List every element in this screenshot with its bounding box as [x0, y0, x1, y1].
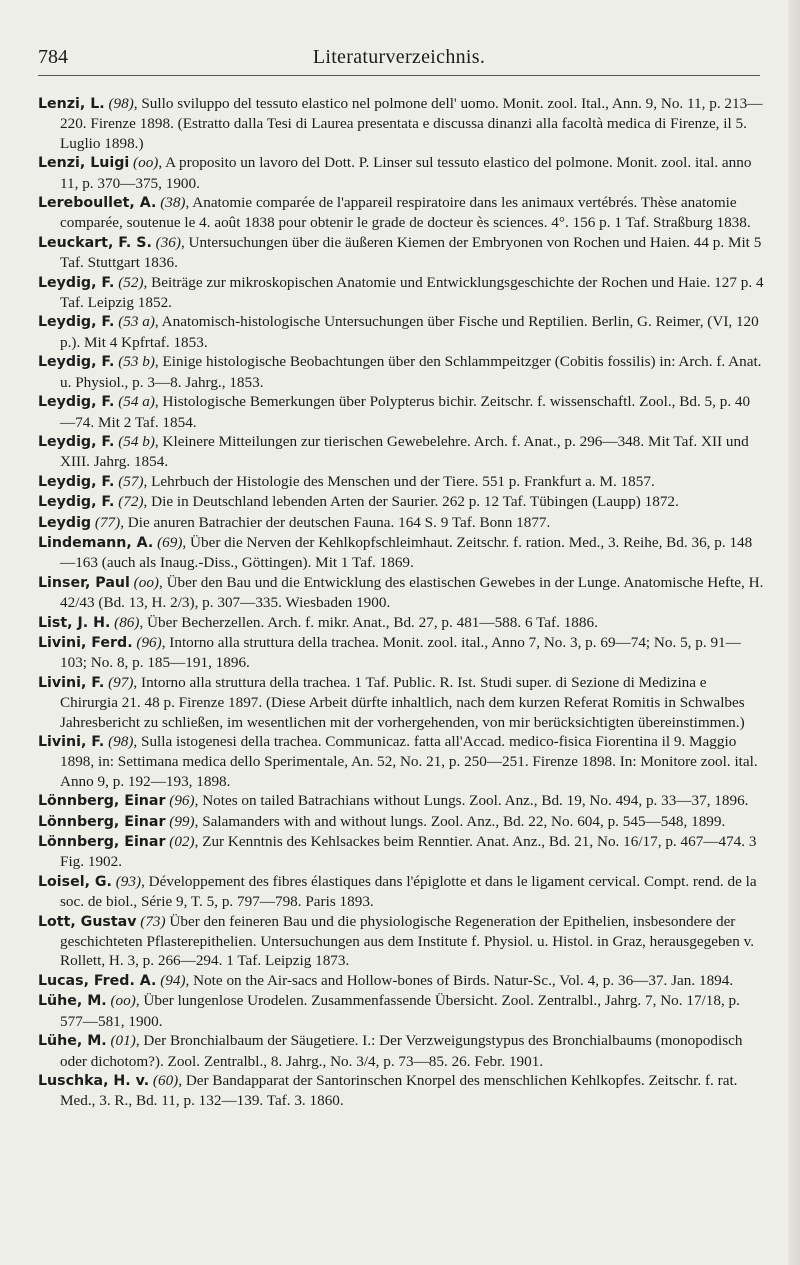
entry-author: Lindemann, A. — [38, 534, 154, 551]
bibliography-entry — [38, 1031, 764, 1071]
entry-author: Leydig, F. — [38, 394, 115, 411]
bibliography-entry — [38, 812, 764, 832]
bibliography-entry — [38, 673, 764, 732]
bibliography-entry — [38, 312, 764, 352]
entry-year: (54 b) — [118, 432, 155, 450]
entry-author: Lühe, M. — [38, 1033, 107, 1050]
bibliography-entry — [38, 971, 764, 991]
entry-author: Lott, Gustav — [38, 913, 137, 930]
bibliography-entry — [38, 732, 764, 791]
entry-author: Livini, F. — [38, 734, 105, 750]
bibliography-entry — [38, 791, 764, 811]
bibliography-entry — [38, 613, 764, 633]
bibliography-entry — [38, 573, 764, 613]
page-edge — [788, 0, 800, 1265]
bibliography-entry — [38, 153, 764, 193]
page-number: 784 — [38, 46, 68, 68]
entry-author: Lenzi, L. — [38, 96, 105, 112]
entry-author: Livini, F. — [38, 674, 105, 691]
entry-year: (36) — [155, 233, 181, 251]
entry-author: Lucas, Fred. A. — [38, 972, 157, 989]
entry-text: , Die in Deutschland lebenden Arten der Saurier. 262 p. 12 Taf. Tübingen (Laupp) 1872. — [143, 493, 679, 511]
entry-text: , Intorno alla struttura della trachea. 1 Taf. Public. R. Ist. Studi super. di Sezione di Medizina e Chirurgia 21. 48 p. Firenze 1897. (Diese Arbeit dürfte inhaltlich, nach dem kurzen Referat Romitis in Schwalbes Jahresbericht zu schließen, im wesentlichen mit der vorhergehenden, von mir berücksichtigten übereinstimmen.) — [60, 673, 745, 731]
entry-text: , Sullo sviluppo del tessuto elastico nel polmone dell' uomo. Monit. zool. Ital., Ann. 9, No. 11, p. 213—220. Firenze 1898. (Estratto dalla Tesi di Laurea presentata e discussa dinanzi alla facoltà medica di Firenze, il 5. Luglio 1898.) — [60, 95, 763, 152]
entry-year: (oo) — [110, 992, 136, 1010]
entry-author: Lenzi, Luigi — [38, 155, 130, 172]
entry-text: , Salamanders with and without lungs. Zool. Anz., Bd. 22, No. 604, p. 545—548, 1899. — [194, 812, 726, 830]
entry-year: (01) — [110, 1032, 136, 1050]
bibliography-entry — [38, 533, 764, 573]
bibliography-list — [38, 94, 764, 1111]
entry-author: Lühe, M. — [38, 993, 107, 1010]
bibliography-entry — [38, 392, 764, 432]
entry-text: , Die anuren Batrachier der deutschen Fauna. 164 S. 9 Taf. Bonn 1877. — [120, 513, 551, 531]
entry-text: , Note on the Air-sacs and Hollow-bones of Birds. Natur-Sc., Vol. 4, p. 36—37. Jan. 1894. — [185, 971, 734, 989]
entry-year: (96) — [169, 792, 195, 810]
entry-author: Leydig, F. — [38, 274, 115, 291]
entry-author: Lönnberg, Einar — [38, 793, 166, 810]
entry-year: (oo) — [133, 573, 159, 591]
entry-year: (94) — [160, 971, 186, 989]
entry-year: (99) — [169, 812, 195, 830]
entry-author: Lönnberg, Einar — [38, 834, 166, 851]
entry-author: Leydig, F. — [38, 314, 115, 331]
entry-year: (53 b) — [118, 353, 155, 371]
bibliography-entry — [38, 872, 764, 912]
entry-text: , Der Bandapparat der Santorinschen Knorpel des menschlichen Kehlkopfes. Zeitschr. f. rat. Med., 3. R., Bd. 11, p. 132—139. Taf. 3. 1860. — [60, 1071, 738, 1110]
entry-year: (98) — [108, 733, 134, 750]
entry-text: , Beiträge zur mikroskopischen Anatomie und Entwicklungsgeschichte der Rochen und Haie. 127 p. 4 Taf. Leipzig 1852. — [60, 273, 764, 312]
entry-author: Leydig — [38, 514, 92, 531]
entry-year: (54 a) — [118, 393, 155, 411]
bibliography-entry — [38, 832, 764, 872]
entry-author: Leydig, F. — [38, 494, 115, 511]
entry-year: (38) — [160, 194, 186, 212]
entry-author: Leydig, F. — [38, 433, 115, 450]
bibliography-entry — [38, 352, 764, 392]
entry-text: , Anatomisch-histologische Untersuchungen über Fische und Reptilien. Berlin, G. Reimer, (VI, 120 p.). Mit 4 Kpfrtaf. 1853. — [60, 313, 759, 351]
entry-author: Lereboullet, A. — [38, 195, 157, 212]
bibliography-entry — [38, 472, 764, 492]
entry-year: (57) — [118, 472, 144, 490]
entry-author: List, J. H. — [38, 614, 111, 631]
page-header — [38, 46, 760, 76]
bibliography-entry — [38, 991, 764, 1031]
entry-year: (69) — [157, 533, 183, 551]
entry-year: (93) — [115, 872, 142, 890]
entry-text: , Über den Bau und die Entwicklung des elastischen Gewebes in der Lunge. Anatomische Hefte, H. 42/43 (Bd. 13, H. 2/3), p. 307—335. Wiesbaden 1900. — [60, 573, 764, 612]
entry-text: , Untersuchungen über die äußeren Kiemen der Embryonen von Rochen und Haien. 44 p. Mit 5 Taf. Stuttgart 1836. — [60, 233, 762, 272]
entry-year: (73) — [140, 912, 166, 930]
entry-text: , Lehrbuch der Histologie des Menschen und der Tiere. 551 p. Frankfurt a. M. 1857. — [143, 472, 655, 490]
entry-year: (97) — [108, 673, 134, 691]
bibliography-entry — [38, 633, 764, 673]
entry-author: Livini, Ferd. — [38, 634, 133, 651]
entry-year: (72) — [118, 493, 144, 511]
entry-year: (86) — [114, 613, 140, 631]
entry-text: , Über Becherzellen. Arch. f. mikr. Anat., Bd. 27, p. 481—588. 6 Taf. 1886. — [139, 613, 598, 631]
bibliography-entry — [38, 233, 764, 273]
bibliography-entry — [38, 513, 764, 533]
entry-year: (60) — [152, 1071, 179, 1089]
entry-year: (98) — [108, 95, 134, 112]
entry-author: Loisel, G. — [38, 873, 112, 890]
entry-author: Leydig, F. — [38, 473, 115, 490]
entry-author: Luschka, H. v. — [38, 1072, 150, 1089]
entry-year: (oo) — [133, 154, 159, 172]
running-title: Literaturverzeichnis. — [312, 46, 486, 68]
entry-author: Lönnberg, Einar — [38, 813, 166, 830]
entry-year: (52) — [118, 273, 144, 291]
bibliography-entry — [38, 912, 764, 971]
entry-text: , Kleinere Mitteilungen zur tierischen Gewebelehre. Arch. f. Anat., p. 296—348. Mit Taf. XII und XIII. Jahrg. 1854. — [60, 432, 749, 471]
entry-text: , Sulla istogenesi della trachea. Communicaz. fatta all'Accad. medico-fisica Fiorentina il 9. Maggio 1898, in: Settimana medica dello Sperimentale, An. 52, No. 21, p. 250—251. Firenze 1898. In: Monitore zool. ital. Anno 9, p. 192—193, 1898. — [60, 733, 758, 790]
bibliography-entry — [38, 94, 764, 153]
entry-text: , Notes on tailed Batrachians without Lungs. Zool. Anz., Bd. 19, No. 494, p. 33—37, 1896. — [194, 792, 749, 810]
entry-text: , Einige histologische Beobachtungen über den Schlammpeitzger (Cobitis fossilis) in: Arch. f. Anat. u. Physiol., p. 3—8. Jahrg., 1853. — [60, 353, 762, 391]
entry-text: , Über lungenlose Urodelen. Zusammenfassende Übersicht. Zool. Zentralbl., Jahrg. 7, No. 17/18, p. 577—581, 1900. — [60, 992, 740, 1030]
entry-text: , Anatomie comparée de l'appareil respiratoire dans les animaux vertébrés. Thèse anatomie comparée, soutenue le 4. août 1838 pour obtenir le grade de docteur ès sciences. 4°. 156 p. 1 Taf. Straßburg 1838. — [60, 194, 751, 232]
entry-text: Über den feineren Bau und die physiologische Regeneration der Epithelien, insbesondere der geschichteten Pflasterepithelien. Untersuchungen aus dem Institute f. Physiol. u. Histol. in Graz, herausgegeben v. Rollett, H. 3, p. 266—294. 1 Taf. Leipzig 1873. — [60, 912, 755, 970]
entry-text: , Über die Nerven der Kehlkopfschleimhaut. Zeitschr. f. ration. Med., 3. Reihe, Bd. 36, p. 148—163 (auch als Inaug.-Diss., Göttingen). Mit 1 Taf. 1869. — [60, 533, 753, 572]
entry-text: , Der Bronchialbaum der Säugetiere. I.: Der Verzweigungstypus des Bronchialbaums (monopodisch oder dichotom?). Zool. Zentralbl., 8. Jahrg., No. 3/4, p. 73—85. 26. Febr. 1901. — [60, 1032, 743, 1070]
entry-text: , Histologische Bemerkungen über Polypterus bichir. Zeitschr. f. wissenschaftl. Zool., Bd. 5, p. 40—74. Mit 2 Taf. 1854. — [60, 393, 751, 431]
entry-author: Leuckart, F. S. — [38, 234, 152, 251]
bibliography-entry — [38, 492, 764, 512]
entry-year: (02) — [169, 833, 195, 851]
entry-text: , Intorno alla struttura della trachea. Monit. zool. ital., Anno 7, No. 3, p. 69—74; No. 5, p. 91—103; No. 8, p. 185—191, 1896. — [60, 633, 741, 672]
bibliography-entry — [38, 1071, 764, 1111]
header-rule — [38, 75, 760, 76]
bibliography-entry — [38, 193, 764, 233]
entry-year: (53 a) — [118, 313, 155, 331]
entry-year: (77) — [94, 513, 121, 531]
entry-author: Leydig, F. — [38, 354, 115, 371]
entry-text: , Zur Kenntnis des Kehlsackes beim Renntier. Anat. Anz., Bd. 21, No. 16/17, p. 467—474. 3 Fig. 1902. — [60, 833, 757, 871]
entry-author: Linser, Paul — [38, 574, 130, 591]
entry-text: , A proposito un lavoro del Dott. P. Linser sul tessuto elastico del polmone. Monit. zool. ital. anno 11, p. 370—375, 1900. — [60, 154, 752, 192]
bibliography-entry — [38, 432, 764, 472]
entry-text: , Développement des fibres élastiques dans l'épiglotte et dans le ligament cervical. Compt. rend. de la soc. de biol., Série 9, T. 5, p. 797—798. Paris 1893. — [60, 872, 757, 911]
entry-year: (96) — [136, 633, 162, 651]
bibliography-entry — [38, 273, 764, 313]
